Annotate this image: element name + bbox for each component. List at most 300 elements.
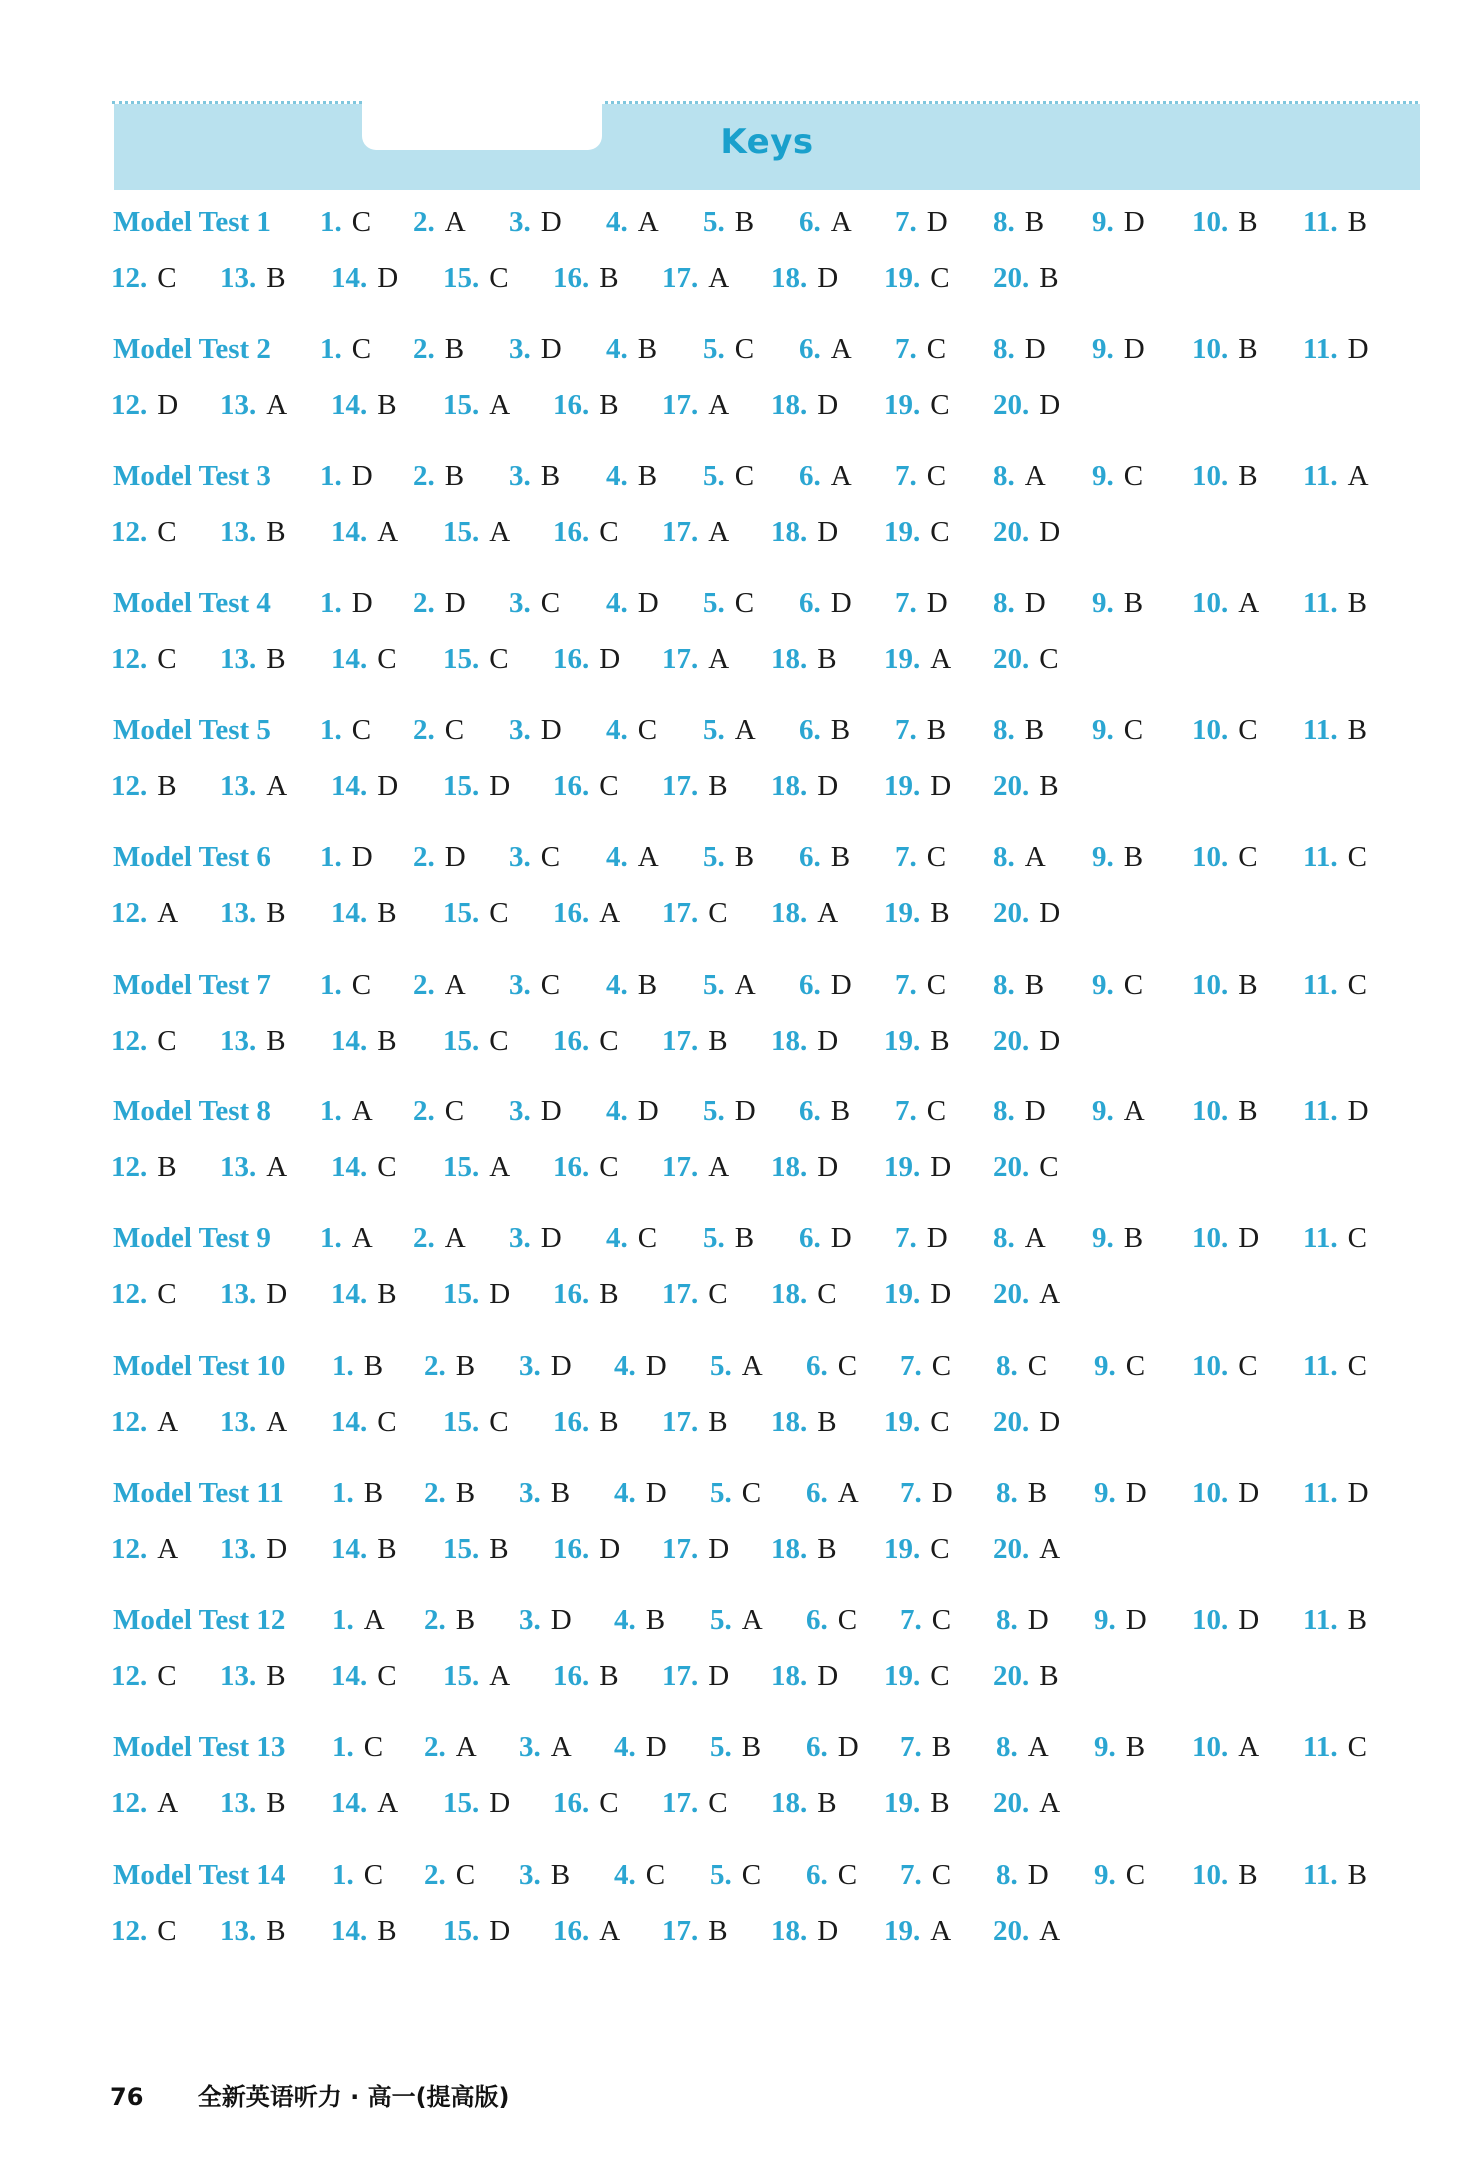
answer-item: [443, 516, 510, 549]
question-number: 12.: [111, 1151, 148, 1183]
answer-line: [0, 1660, 1468, 1708]
test-name: Model Test 13: [113, 1731, 286, 1763]
question-number: 19.: [884, 516, 921, 548]
answer-item: [443, 262, 509, 295]
answer-letter: D: [351, 460, 373, 492]
answer-letter: A: [266, 1406, 288, 1438]
answer-item: [332, 1604, 385, 1637]
answer-letter: D: [1039, 389, 1061, 421]
answer-letter: D: [1027, 1604, 1049, 1636]
answer-letter: C: [540, 841, 561, 873]
answer-item: [220, 1278, 287, 1311]
answer-letter: C: [377, 1660, 397, 1692]
answer-item: [320, 333, 371, 366]
answer-letter: A: [377, 1787, 399, 1819]
answer-letter: A: [708, 1151, 730, 1183]
question-number: 13.: [220, 1660, 257, 1692]
answer-letter: B: [1123, 587, 1144, 619]
question-number: 5.: [703, 1095, 725, 1127]
answer-letter: C: [637, 714, 658, 746]
answer-letter: A: [734, 714, 756, 746]
question-number: 8.: [993, 206, 1015, 238]
answer-letter: D: [1024, 1095, 1046, 1127]
answer-item: [1192, 1222, 1259, 1255]
answer-letter: D: [1123, 206, 1145, 238]
answer-item: [320, 206, 371, 239]
question-number: 5.: [710, 1477, 732, 1509]
question-number: 7.: [900, 1859, 922, 1891]
question-number: 13.: [220, 1025, 257, 1057]
question-number: 17.: [662, 1025, 699, 1057]
question-number: 13.: [220, 1151, 257, 1183]
answer-item: [895, 587, 948, 620]
question-number: 20.: [993, 1278, 1030, 1310]
question-number: 8.: [993, 1222, 1015, 1254]
question-number: 20.: [993, 643, 1030, 675]
answer-line: [0, 1406, 1468, 1454]
answer-letter: D: [708, 1660, 730, 1692]
answer-item: [606, 841, 659, 874]
answer-letter: C: [1039, 643, 1059, 675]
answer-letter: C: [926, 969, 947, 1001]
answer-letter: B: [377, 1025, 397, 1057]
answer-item: [799, 1095, 850, 1128]
question-number: 6.: [799, 1222, 821, 1254]
answer-letter: B: [830, 1095, 851, 1127]
answer-item: [703, 333, 754, 366]
answer-item: [996, 1731, 1049, 1764]
question-number: 18.: [771, 1406, 808, 1438]
question-number: 1.: [320, 587, 342, 619]
answer-item: [771, 1025, 838, 1058]
answer-item: [606, 333, 657, 366]
answer-letter: A: [157, 1406, 179, 1438]
answer-item: [993, 1660, 1059, 1693]
answer-line: [0, 389, 1468, 437]
question-number: 1.: [332, 1477, 354, 1509]
question-number: 18.: [771, 262, 808, 294]
question-number: 14.: [331, 1151, 368, 1183]
question-number: 15.: [443, 1151, 480, 1183]
model-test: [0, 714, 1468, 824]
answer-item: [443, 1406, 509, 1439]
question-number: 19.: [884, 389, 921, 421]
model-test: [0, 969, 1468, 1079]
model-test: [0, 587, 1468, 697]
question-number: 13.: [220, 643, 257, 675]
answer-letter: D: [830, 969, 852, 1001]
question-number: 2.: [413, 587, 435, 619]
question-number: 7.: [895, 969, 917, 1001]
question-number: 15.: [443, 1787, 480, 1819]
answer-letter: D: [817, 1915, 839, 1947]
answer-item: [806, 1604, 857, 1637]
answer-item: [662, 1025, 728, 1058]
answer-item: [884, 1025, 950, 1058]
question-number: 1.: [320, 841, 342, 873]
answer-item: [662, 1406, 728, 1439]
answer-item: [662, 897, 728, 930]
question-number: 19.: [884, 770, 921, 802]
question-number: 12.: [111, 389, 148, 421]
answer-letter: C: [817, 1278, 837, 1310]
question-number: 4.: [606, 841, 628, 873]
answer-item: [509, 841, 560, 874]
question-number: 5.: [710, 1350, 732, 1382]
question-number: 18.: [771, 643, 808, 675]
answer-item: [1303, 1477, 1369, 1510]
question-number: 17.: [662, 1406, 699, 1438]
answer-letter: A: [708, 643, 730, 675]
answer-letter: D: [930, 1278, 952, 1310]
answer-item: [332, 1350, 383, 1383]
answer-item: [331, 643, 397, 676]
answer-letter: C: [157, 516, 177, 548]
answer-line: [0, 333, 1468, 381]
answer-letter: D: [489, 1278, 511, 1310]
answer-letter: B: [817, 1787, 837, 1819]
answer-letter: C: [708, 897, 728, 929]
question-number: 14.: [331, 643, 368, 675]
question-number: 12.: [111, 897, 148, 929]
answer-letter: C: [351, 333, 372, 365]
answer-letter: B: [1347, 206, 1367, 238]
answer-line: [0, 1915, 1468, 1963]
question-number: 15.: [443, 897, 480, 929]
answer-item: [331, 1406, 397, 1439]
answer-letter: D: [550, 1350, 572, 1382]
answer-item: [662, 1915, 728, 1948]
test-name: Model Test 14: [113, 1859, 286, 1891]
answer-item: [993, 1278, 1060, 1311]
test-name: Model Test 11: [113, 1477, 284, 1509]
answer-letter: B: [266, 262, 286, 294]
question-number: 16.: [553, 1915, 590, 1947]
page-title: Keys: [720, 122, 814, 162]
question-number: 1.: [320, 460, 342, 492]
answer-letter: A: [1024, 1222, 1046, 1254]
answer-item: [900, 1731, 951, 1764]
answer-letter: C: [1123, 714, 1144, 746]
question-number: 13.: [220, 770, 257, 802]
answer-letter: A: [157, 1787, 179, 1819]
answer-item: [799, 333, 852, 366]
question-number: 11.: [1303, 841, 1338, 873]
question-number: 16.: [553, 1151, 590, 1183]
answer-item: [111, 1915, 177, 1948]
question-number: 15.: [443, 1533, 480, 1565]
question-number: 18.: [771, 1915, 808, 1947]
answer-letter: A: [1039, 1278, 1061, 1310]
question-number: 6.: [806, 1477, 828, 1509]
answer-item: [662, 1278, 728, 1311]
answer-item: [771, 1151, 838, 1184]
answer-letter: A: [1347, 460, 1369, 492]
answer-item: [509, 460, 560, 493]
answer-letter: B: [930, 1787, 950, 1819]
answer-letter: D: [1347, 1477, 1369, 1509]
answer-item: [332, 1731, 383, 1764]
question-number: 5.: [703, 841, 725, 873]
answer-letter: C: [837, 1604, 858, 1636]
answer-item: [993, 516, 1060, 549]
question-number: 10.: [1192, 333, 1229, 365]
answer-letter: B: [550, 1859, 571, 1891]
question-number: 6.: [799, 841, 821, 873]
test-name: Model Test 2: [113, 333, 271, 365]
answer-letter: A: [1238, 587, 1260, 619]
answer-letter: D: [1024, 333, 1046, 365]
question-number: 7.: [895, 333, 917, 365]
answer-letter: B: [930, 897, 950, 929]
answer-item: [1192, 206, 1258, 239]
question-number: 14.: [331, 1278, 368, 1310]
question-number: 15.: [443, 389, 480, 421]
answer-item: [1192, 1859, 1258, 1892]
model-test: [0, 841, 1468, 951]
answer-letter: C: [741, 1477, 762, 1509]
question-number: 5.: [710, 1859, 732, 1891]
answer-item: [1303, 969, 1367, 1002]
answer-item: [993, 1025, 1060, 1058]
answer-item: [895, 841, 946, 874]
answer-item: [331, 770, 398, 803]
question-number: 9.: [1092, 333, 1114, 365]
answer-letter: A: [1027, 1731, 1049, 1763]
answer-item: [806, 1859, 857, 1892]
question-number: 3.: [509, 333, 531, 365]
question-number: 1.: [332, 1731, 354, 1763]
answer-letter: B: [377, 1533, 397, 1565]
answer-item: [320, 1095, 373, 1128]
answer-letter: C: [540, 587, 561, 619]
answer-letter: C: [1347, 1731, 1367, 1763]
answer-item: [443, 389, 510, 422]
answer-line: [0, 516, 1468, 564]
question-number: 14.: [331, 516, 368, 548]
answer-item: [443, 1025, 509, 1058]
question-number: 1.: [320, 714, 342, 746]
answer-item: [553, 262, 619, 295]
question-number: 1.: [320, 1095, 342, 1127]
answer-item: [509, 714, 562, 747]
answer-item: [320, 714, 371, 747]
answer-letter: C: [1125, 1859, 1146, 1891]
answer-letter: B: [599, 262, 619, 294]
question-number: 4.: [614, 1477, 636, 1509]
answer-item: [519, 1859, 570, 1892]
answer-item: [895, 1095, 946, 1128]
answer-item: [1092, 333, 1145, 366]
model-test: [0, 1222, 1468, 1332]
question-number: 6.: [799, 1095, 821, 1127]
answer-item: [111, 770, 177, 803]
question-number: 14.: [331, 1025, 368, 1057]
answer-item: [799, 460, 852, 493]
answer-letter: D: [817, 770, 839, 802]
question-number: 1.: [320, 333, 342, 365]
question-number: 2.: [424, 1859, 446, 1891]
answer-letter: C: [1125, 1350, 1146, 1382]
answer-letter: C: [930, 389, 950, 421]
answer-item: [424, 1604, 475, 1637]
answer-letter: C: [837, 1350, 858, 1382]
answer-item: [1192, 1604, 1259, 1637]
question-number: 7.: [895, 841, 917, 873]
question-number: 9.: [1092, 460, 1114, 492]
answer-line: [0, 1859, 1468, 1907]
answer-item: [884, 1787, 950, 1820]
model-test: [0, 1859, 1468, 1969]
answer-letter: A: [444, 969, 466, 1001]
answer-letter: C: [157, 1025, 177, 1057]
answer-item: [895, 460, 946, 493]
question-number: 12.: [111, 1915, 148, 1947]
question-number: 4.: [606, 206, 628, 238]
answer-item: [703, 841, 754, 874]
answer-item: [220, 897, 286, 930]
answer-item: [111, 897, 178, 930]
question-number: 2.: [413, 714, 435, 746]
answer-letter: D: [540, 1095, 562, 1127]
answer-item: [710, 1859, 761, 1892]
answer-letter: A: [444, 206, 466, 238]
answer-letter: A: [837, 1477, 859, 1509]
answer-item: [443, 643, 509, 676]
question-number: 8.: [996, 1731, 1018, 1763]
answer-letter: B: [1238, 969, 1258, 1001]
test-name: Model Test 5: [113, 714, 271, 746]
question-number: 14.: [331, 1406, 368, 1438]
answer-letter: B: [637, 460, 658, 492]
answer-letter: B: [1027, 1477, 1048, 1509]
question-number: 4.: [614, 1350, 636, 1382]
answer-letter: C: [930, 262, 950, 294]
answer-item: [771, 1406, 837, 1439]
answer-item: [509, 587, 560, 620]
question-number: 12.: [111, 1406, 148, 1438]
question-number: 16.: [553, 1278, 590, 1310]
answer-letter: D: [489, 770, 511, 802]
question-number: 14.: [331, 1533, 368, 1565]
question-number: 12.: [111, 1660, 148, 1692]
answer-letter: A: [830, 333, 852, 365]
answer-letter: B: [550, 1477, 571, 1509]
answer-item: [710, 1477, 761, 1510]
answer-letter: D: [1027, 1859, 1049, 1891]
answer-item: [996, 1604, 1049, 1637]
answer-letter: A: [830, 206, 852, 238]
answer-line: [0, 770, 1468, 818]
answer-letter: C: [351, 714, 372, 746]
answer-letter: B: [1024, 206, 1045, 238]
answer-letter: C: [363, 1731, 384, 1763]
answer-item: [553, 1787, 619, 1820]
answer-item: [413, 969, 466, 1002]
answer-letter: D: [817, 1660, 839, 1692]
question-number: 13.: [220, 897, 257, 929]
question-number: 18.: [771, 1660, 808, 1692]
question-number: 16.: [553, 1406, 590, 1438]
question-number: 6.: [806, 1859, 828, 1891]
answer-item: [884, 1533, 950, 1566]
question-number: 18.: [771, 770, 808, 802]
answer-letter: D: [1238, 1604, 1260, 1636]
question-number: 2.: [413, 841, 435, 873]
answer-letter: D: [645, 1350, 667, 1382]
answer-letter: A: [1123, 1095, 1145, 1127]
question-number: 20.: [993, 897, 1030, 929]
answer-item: [806, 1731, 859, 1764]
answer-item: [1092, 1095, 1145, 1128]
answer-item: [331, 1915, 397, 1948]
answer-item: [1192, 1350, 1258, 1383]
answer-letter: C: [926, 460, 947, 492]
answer-item: [606, 1095, 659, 1128]
answer-letter: A: [351, 1095, 373, 1127]
question-number: 4.: [606, 1222, 628, 1254]
question-number: 3.: [509, 587, 531, 619]
answer-item: [111, 1025, 177, 1058]
answer-item: [413, 460, 464, 493]
question-number: 8.: [996, 1477, 1018, 1509]
question-number: 9.: [1094, 1350, 1116, 1382]
answer-letter: D: [817, 516, 839, 548]
answer-letter: D: [1039, 1025, 1061, 1057]
question-number: 10.: [1192, 1477, 1229, 1509]
answer-letter: B: [540, 460, 561, 492]
answer-item: [553, 1151, 619, 1184]
answer-item: [413, 1095, 464, 1128]
question-number: 3.: [519, 1731, 541, 1763]
question-number: 20.: [993, 516, 1030, 548]
answer-line: [0, 1787, 1468, 1835]
question-number: 11.: [1303, 969, 1338, 1001]
answer-letter: D: [266, 1533, 288, 1565]
question-number: 10.: [1192, 969, 1229, 1001]
question-number: 11.: [1303, 1859, 1338, 1891]
answer-item: [1303, 460, 1369, 493]
test-name: Model Test 9: [113, 1222, 271, 1254]
answer-letter: A: [157, 1533, 179, 1565]
answer-item: [993, 1095, 1046, 1128]
answer-item: [1192, 460, 1258, 493]
answer-item: [220, 389, 287, 422]
answer-item: [413, 841, 466, 874]
question-number: 3.: [509, 1222, 531, 1254]
question-number: 7.: [900, 1604, 922, 1636]
answer-letter: A: [444, 1222, 466, 1254]
answer-item: [331, 389, 397, 422]
question-number: 12.: [111, 1278, 148, 1310]
question-number: 17.: [662, 1787, 699, 1819]
answer-letter: D: [540, 333, 562, 365]
answer-letter: C: [930, 1533, 950, 1565]
answer-letter: C: [741, 1859, 762, 1891]
question-number: 5.: [703, 714, 725, 746]
answer-line: [0, 460, 1468, 508]
answer-item: [220, 1406, 287, 1439]
answer-letter: D: [1238, 1477, 1260, 1509]
question-number: 1.: [332, 1859, 354, 1891]
question-number: 3.: [509, 460, 531, 492]
answer-line: [0, 1350, 1468, 1398]
answer-item: [111, 1406, 178, 1439]
answer-item: [1192, 841, 1258, 874]
answer-letter: C: [926, 1095, 947, 1127]
answer-item: [662, 770, 728, 803]
answer-item: [1094, 1350, 1145, 1383]
